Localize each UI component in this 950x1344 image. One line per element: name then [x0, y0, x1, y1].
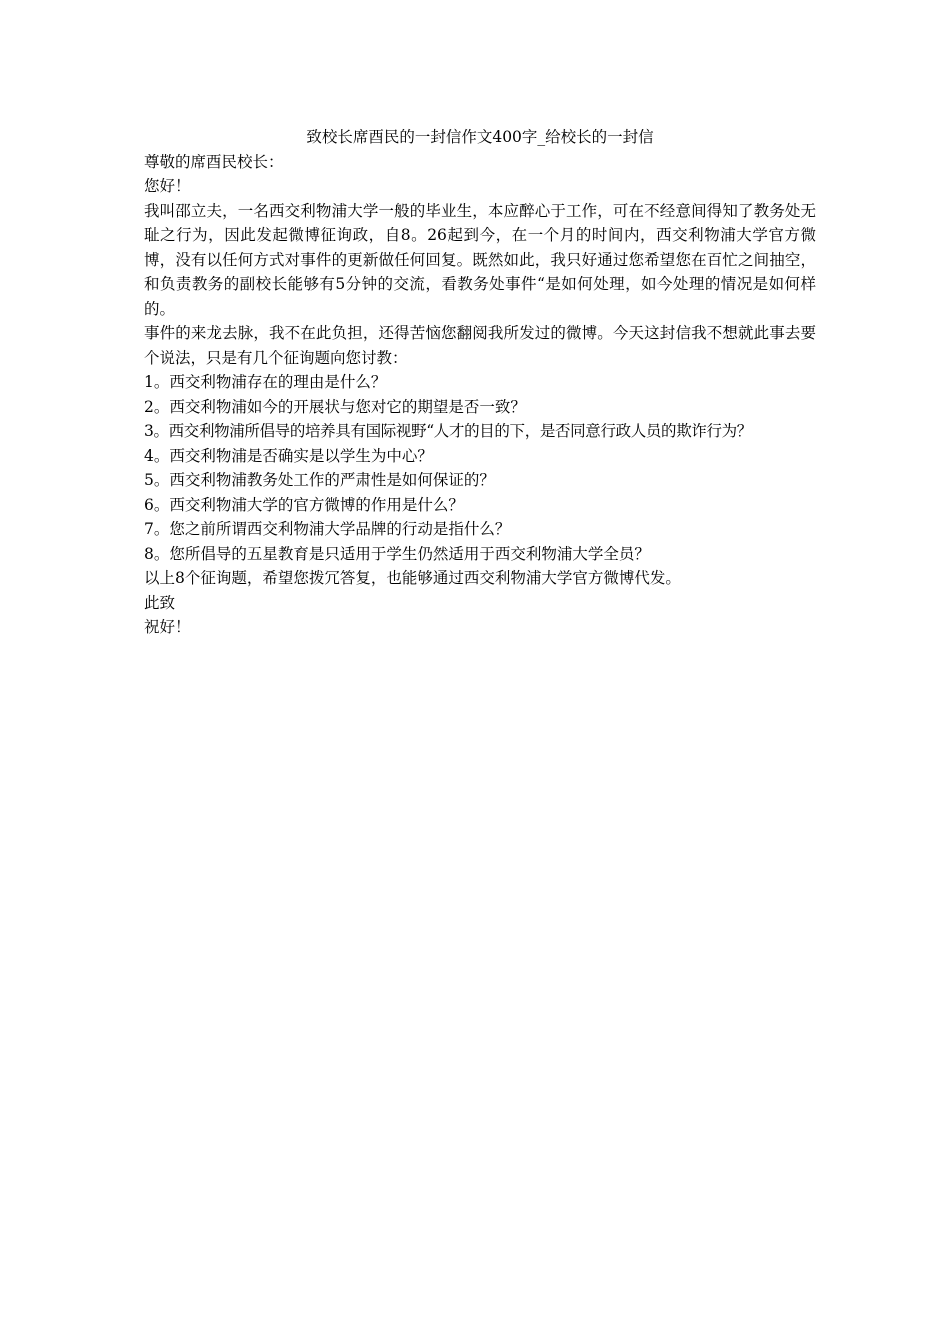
question-item-8: 8。您所倡导的五星教育是只适用于学生仍然适用于西交利物浦大学全员？	[144, 544, 650, 563]
greeting: 您好！	[144, 177, 191, 195]
question-item-4: 4。西交利物浦是否确实是以学生为中心？	[144, 446, 433, 465]
body-paragraph-2: 事件的来龙去脉，我不在此负担，还得苦恼您翻阅我所发过的微博。今天这封信我不想就此事去要个说法，只是有几个征询题向您讨教：	[144, 324, 816, 367]
closing-paragraph: 以上8个征询题，希望您拨冗答复，也能够通过西交利物浦大学官方微博代发。	[144, 569, 681, 587]
question-item-5: 5。西交利物浦教务处工作的严肃性是如何保证的？	[144, 471, 495, 489]
closing-line-2: 祝好！	[144, 618, 191, 636]
question-item-6: 6。西交利物浦大学的官方微博的作用是什么？	[144, 495, 464, 514]
question-item-1: 1。西交利物浦存在的理由是什么？	[144, 373, 387, 391]
document-title: 致校长席酉民的一封信作文400字_给校长的一封信	[306, 128, 654, 146]
body-paragraph-1: 我叫邵立夫，一名西交利物浦大学一般的毕业生，本应醉心于工作，可在不经意间得知了教务处无耻之行为，因此发起微博征询政，自8。26起到今，在一个月的时间内，西交利物浦大学官方微博，没有以任何方式对事件的更新做任何回复。既然如此，我只好通过您希望您在百忙之间抽空，和负责教务的副校长能够有5分钟的交流，看教务处事件“是如何处理，如今处理的情况是如何样的。	[144, 201, 816, 318]
salutation: 尊敬的席酉民校长：	[144, 152, 284, 171]
question-item-2: 2。西交利物浦如今的开展状与您对它的期望是否一致？	[144, 397, 526, 416]
closing-line-1: 此致	[144, 593, 176, 612]
question-item-7: 7。您之前所谓西交利物浦大学品牌的行动是指什么？	[144, 520, 511, 538]
letter-body	[144, 125, 816, 640]
question-item-3: 3。西交利物浦所倡导的培养具有国际视野“人才的目的下，是否同意行政人员的欺诈行为？	[144, 422, 752, 440]
